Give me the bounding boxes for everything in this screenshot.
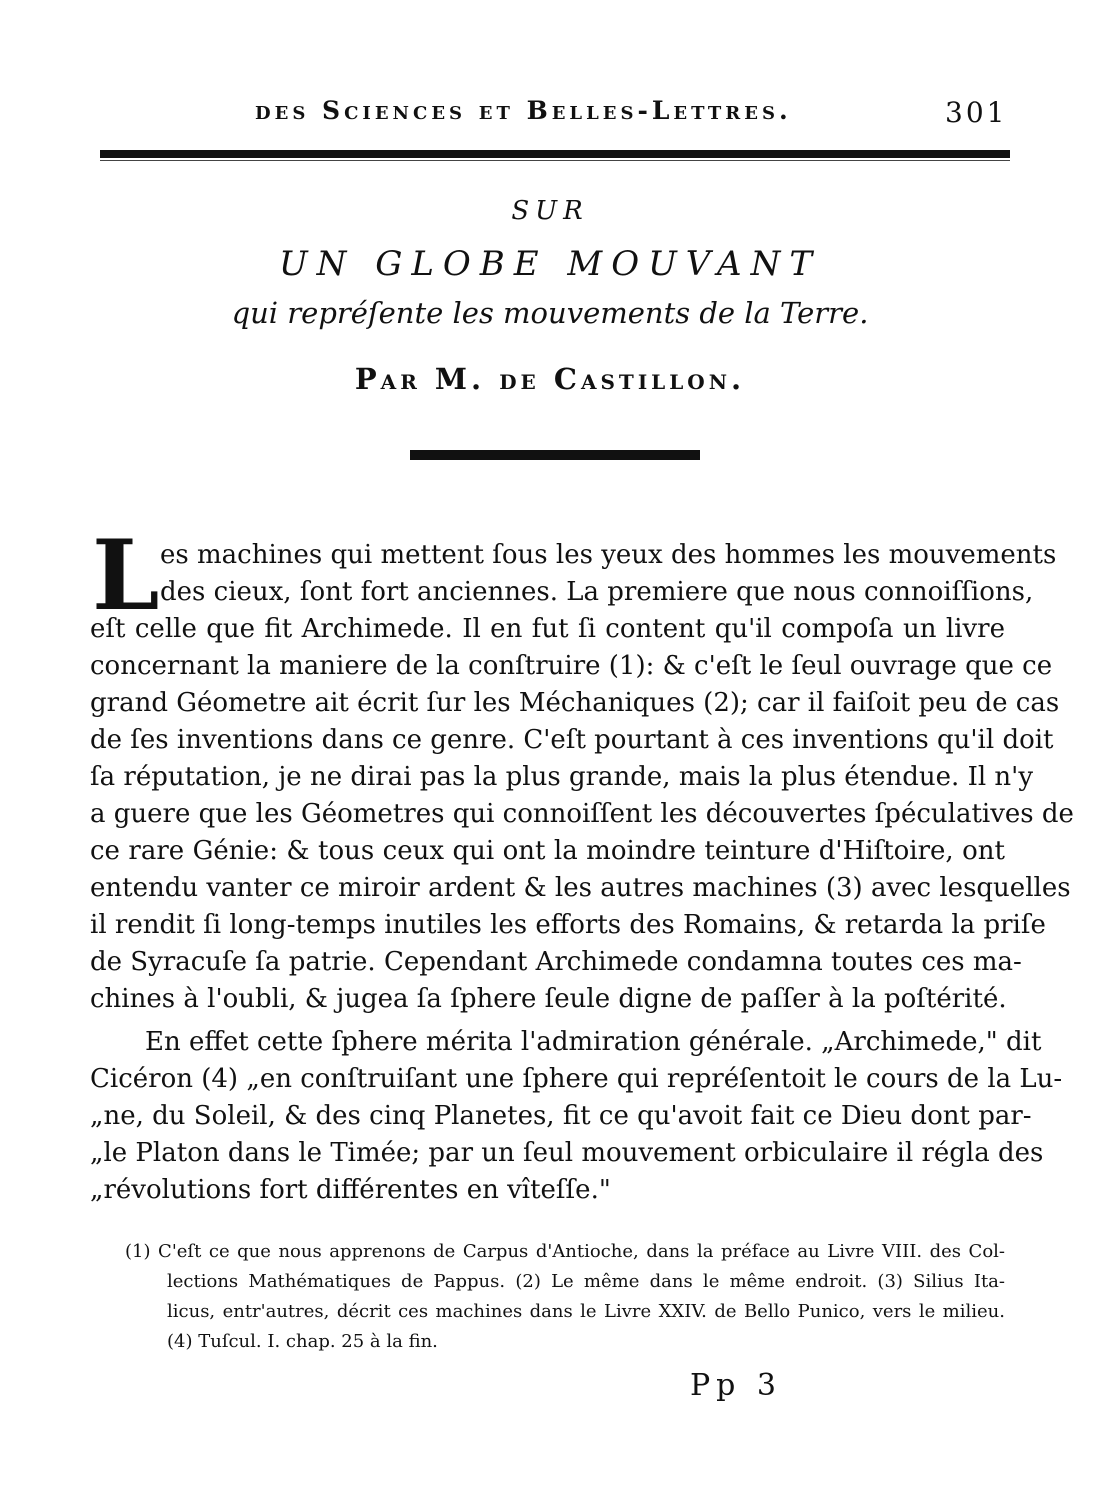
body-line: de Syracuſe ſa patrie. Cependant Archimede condamna toutes ces ma- <box>90 947 1022 977</box>
body-line: il rendit ſi long-temps inutiles les efforts des Romains, & retarda la priſe <box>90 910 1046 940</box>
ornamental-rule <box>410 450 700 460</box>
body-line: eſt celle que fit Archimede. Il en fut ſi content qu'il compoſa un livre <box>90 614 1005 644</box>
body-line: chines à l'oubli, & jugea ſa ſphere ſeule digne de paſſer à la poſtérité. <box>90 984 1007 1014</box>
drop-cap: L <box>92 519 160 632</box>
author-line: Par M. de Castillon. <box>354 362 746 396</box>
body-line: „le Platon dans le Timée; par un ſeul mouvement orbiculaire il régla des <box>90 1138 1044 1168</box>
body-line: de ſes inventions dans ce genre. C'eſt pourtant à ces inventions qu'il doit <box>90 725 1054 755</box>
title-subtitle: qui repréſente les mouvements de la Terre. <box>231 296 869 330</box>
body-line: concernant la maniere de la conſtruire (1): & c'eſt le ſeul ouvrage que ce <box>90 651 1053 681</box>
body-line: „ne, du Soleil, & des cinq Planetes, fit ce qu'avoit fait ce Dieu dont par- <box>90 1101 1032 1131</box>
signature-mark: Pp 3 <box>690 1368 783 1403</box>
footnote-line: lections Mathématiques de Pappus. (2) Le même dans le même endroit. (3) Silius Ita- <box>167 1271 1005 1292</box>
body-line: entendu vanter ce miroir ardent & les autres machines (3) avec lesquelles <box>90 873 1071 903</box>
body-line: „révolutions fort différentes en vîteſſe." <box>90 1175 611 1205</box>
body-line: des cieux, ſont fort anciennes. La premiere que nous connoiſſions, <box>160 577 1034 607</box>
body-line: ſa réputation, je ne dirai pas la plus grande, mais la plus étendue. Il n'y <box>90 762 1034 792</box>
body-line: ce rare Génie: & tous ceux qui ont la moindre teinture d'Hiſtoire, ont <box>90 836 1005 866</box>
body-line: a guere que les Géometres qui connoiſſent les découvertes ſpéculatives de <box>90 799 1074 829</box>
title-line-1: SUR <box>511 196 589 226</box>
header-rule <box>100 150 1010 158</box>
running-head: des Sciences et Belles-Lettres. <box>255 96 792 125</box>
body-line: es machines qui mettent ſous les yeux des hommes les mouvements <box>160 540 1057 570</box>
footnote-line: (4) Tuſcul. I. chap. 25 à la fin. <box>167 1331 438 1352</box>
page-number: 301 <box>945 96 1008 129</box>
footnote-line: licus, entr'autres, décrit ces machines dans le Livre XXIV. de Bello Punico, vers le milieu. <box>167 1301 1005 1322</box>
body-line: Cicéron (4) „en conſtruiſant une ſphere qui repréſentoit le cours de la Lu- <box>90 1064 1063 1094</box>
body-line: grand Géometre ait écrit ſur les Méchaniques (2); car il faiſoit peu de cas <box>90 688 1060 718</box>
body-line: En effet cette ſphere mérita l'admiration générale. „Archimede," dit <box>145 1027 1042 1057</box>
footnote-line: (1) C'eſt ce que nous apprenons de Carpus d'Antioche, dans la préface au Livre VIII. des Col- <box>125 1241 1005 1262</box>
title-line-2: UN GLOBE MOUVANT <box>278 244 821 284</box>
